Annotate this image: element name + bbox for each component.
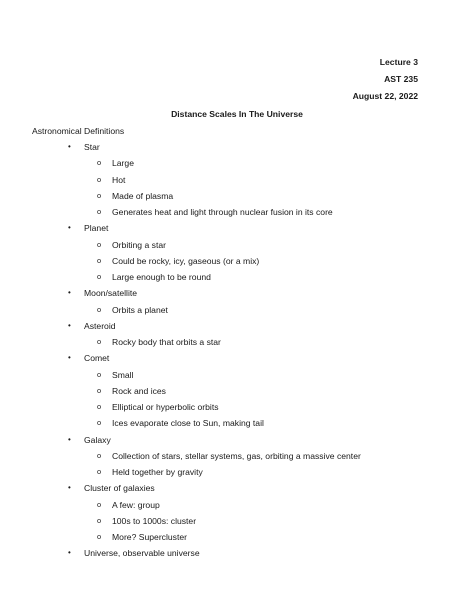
sub-bullet-glyph: o: [97, 190, 102, 200]
section-heading: Astronomical Definitions: [32, 126, 125, 136]
bullet-glyph: •: [68, 483, 71, 493]
sub-bullet-glyph: o: [97, 450, 102, 460]
sub-bullet-glyph: o: [97, 402, 102, 411]
sub-bullet-glyph: o: [97, 239, 102, 249]
list-item-label: Star: [84, 142, 100, 152]
sub-item-label: Large: [112, 158, 134, 169]
bullet-glyph: •: [68, 288, 71, 298]
sub-bullet-glyph: o: [97, 369, 102, 379]
sub-bullet-glyph: o: [97, 499, 102, 509]
list-item-label: Cluster of galaxies: [84, 483, 155, 494]
lecture-date: August 22, 2022: [352, 91, 418, 101]
sub-bullet-glyph: o: [97, 207, 102, 216]
bullet-glyph: •: [68, 320, 71, 330]
bullet-glyph: •: [68, 142, 71, 151]
sub-item-label: Hot: [112, 174, 126, 185]
document-title: Distance Scales In The Universe: [171, 109, 303, 119]
sub-bullet-glyph: o: [97, 467, 102, 476]
sub-item-label: A few: group: [112, 499, 160, 510]
sub-bullet-glyph: o: [97, 515, 102, 525]
bullet-glyph: •: [68, 223, 71, 233]
sub-item-label: Orbiting a star: [112, 239, 166, 250]
sub-item-label: Rock and ices: [112, 385, 166, 396]
sub-item-label: Small: [112, 369, 134, 380]
list-item-label: Planet: [84, 223, 109, 234]
sub-item-label: Collection of stars, stellar systems, gas, orbiting a massive center: [112, 450, 361, 461]
sub-item-label: Generates heat and light through nuclear fusion in its core: [112, 207, 333, 217]
sub-item-label: Made of plasma: [112, 190, 174, 201]
list-item-label: Moon/satellite: [84, 288, 138, 299]
sub-bullet-glyph: o: [97, 532, 102, 541]
list-item-label: Asteroid: [84, 320, 116, 331]
sub-bullet-glyph: o: [97, 174, 102, 184]
bullet-glyph: •: [68, 434, 71, 444]
list-item-label: Universe, observable universe: [84, 548, 200, 559]
bullet-glyph: •: [68, 548, 71, 558]
sub-item-label: Could be rocky, icy, gaseous (or a mix): [112, 255, 260, 266]
sub-bullet-glyph: o: [97, 418, 102, 428]
list-item-label: Galaxy: [84, 434, 111, 445]
sub-item-label: Orbits a planet: [112, 304, 168, 315]
sub-item-label: Elliptical or hyperbolic orbits: [112, 402, 219, 412]
sub-item-label: More? Supercluster: [112, 532, 187, 542]
sub-bullet-glyph: o: [97, 255, 102, 265]
sub-bullet-glyph: o: [97, 158, 102, 168]
course-code: AST 235: [384, 74, 418, 84]
sub-bullet-glyph: o: [97, 385, 102, 395]
bullet-glyph: •: [68, 353, 71, 363]
sub-bullet-glyph: o: [97, 272, 102, 281]
sub-bullet-glyph: o: [97, 304, 102, 314]
sub-item-label: Rocky body that orbits a star: [112, 337, 221, 347]
sub-item-label: Large enough to be round: [112, 272, 211, 282]
sub-item-label: Held together by gravity: [112, 467, 203, 477]
sub-item-label: 100s to 1000s: cluster: [112, 515, 197, 526]
sub-bullet-glyph: o: [97, 337, 102, 346]
list-item-label: Comet: [84, 353, 110, 364]
lecture-label: Lecture 3: [379, 57, 418, 67]
sub-item-label: Ices evaporate close to Sun, making tail: [112, 418, 264, 429]
